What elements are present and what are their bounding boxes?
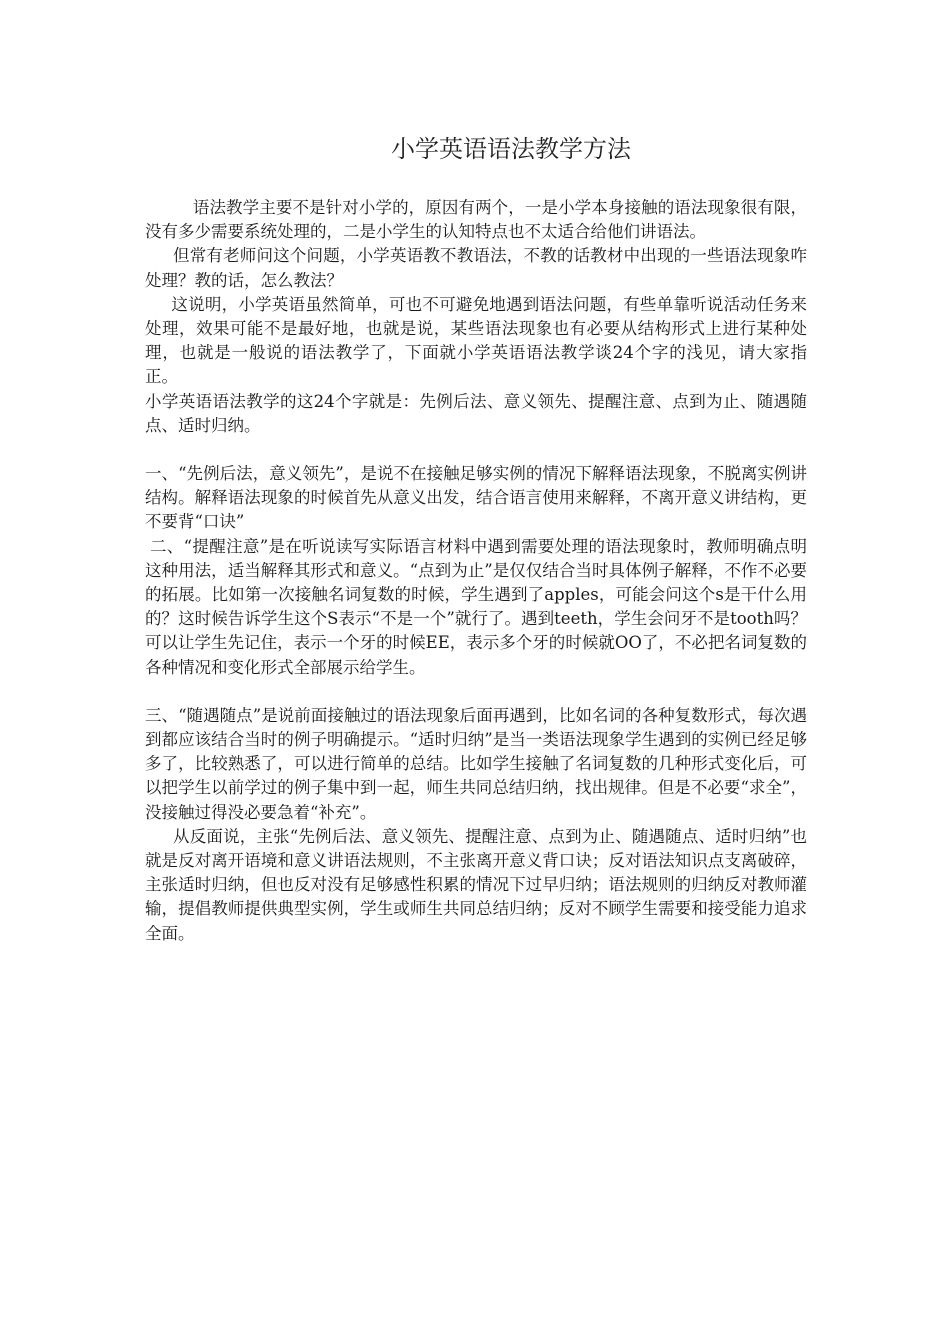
document-page: [145, 132, 807, 946]
paragraph-spacer: [145, 438, 807, 462]
paragraph-intro: 语法教学主要不是针对小学的，原因有两个，一是小学本身接触的语法现象很有限，没有多少需要系统处理的，二是小学生的认知特点也不太适合给他们讲语法。: [145, 198, 807, 242]
paragraph-point-one: 一、“先例后法，意义领先”，是说不在接触足够实例的情况下解释语法现象，不脱离实例讲结构。解释语法现象的时候首先从意义出发，结合语言使用来解释，不离开意义讲结构，更不要背“口诀”: [145, 464, 807, 532]
paragraph-point-three: 三、“随遇随点”是说前面接触过的语法现象后面再遇到，比如名词的各种复数形式，每次遇到都应该结合当时的例子明确提示。“适时归纳”是当一类语法现象学生遇到的实例已经足够多了，比较熟悉了，可以进行简单的总结。比如学生接触了名词复数的几种形式变化后，可以把学生以前学过的例子集中到一起，师生共同总结归纳，找出规律。但是不必要“求全”，没接触过得没必要急着“补充”。: [145, 705, 807, 822]
document-title: 小学英语语法教学方法: [391, 135, 631, 163]
paragraph-spacer: [145, 680, 807, 704]
paragraph-24-characters: 小学英语语法教学的这24个字就是：先例后法、意义领先、提醒注意、点到为止、随遇随点、适时归纳。: [145, 391, 807, 435]
paragraph-conclusion: 从反面说，主张“先例后法、意义领先、提醒注意、点到为止、随遇随点、适时归纳”也就是反对离开语境和意义讲语法规则，不主张离开意义背口诀；反对语法知识点支离破碎，主张适时归纳，但也反对没有足够感性积累的情况下过早归纳；语法规则的归纳反对教师灌输，提倡教师提供典型实例，学生或师生共同总结归纳；反对不顾学生需要和接受能力追求全面。: [145, 826, 807, 943]
paragraph-question: 但常有老师问这个问题，小学英语教不教语法，不教的话教材中出现的一些语法现象咋处理？教的话，怎么教法？: [145, 246, 807, 290]
paragraph-point-two: 二、“提醒注意”是在听说读写实际语言材料中遇到需要处理的语法现象时，教师明确点明这种用法，适当解释其形式和意义。“点到为止”是仅仅结合当时具体例子解释，不作不必要的拓展。比如第一次接触名词复数的时候，学生遇到了apples，可能会问这个s是干什么用的？这时候告诉学生这个S表示“不是一个”就行了。遇到teeth，学生会问牙不是tooth吗？可以让学生先记住，表示一个牙的时候EE，表示多个牙的时候就OO了，不必把名词复数的各种情况和变化形式全部展示给学生。: [145, 536, 807, 677]
paragraph-explanation: 这说明，小学英语虽然简单，可也不可避免地遇到语法问题，有些单靠听说活动任务来处理，效果可能不是最好地，也就是说，某些语法现象也有必要从结构形式上进行某种处理，也就是一般说的语法教学了，下面就小学英语语法教学谈24个字的浅见，请大家指正。: [145, 294, 807, 387]
